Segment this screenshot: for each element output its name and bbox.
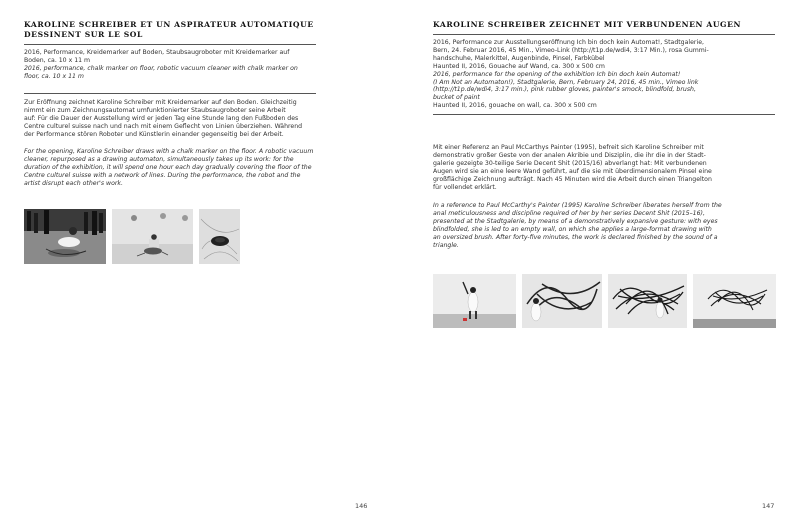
right-body-de-line: großflächige Zeichnung aufträgt. Nach 45 Minuten wird die Arbeit durch einen Triangelton xyxy=(433,175,712,183)
left-body-de xyxy=(24,99,324,139)
left-body-en xyxy=(24,148,324,188)
left-body-de-line: der Performance stören Roboter und Künstlerin einander gegenseitig bei der Arbeit. xyxy=(24,130,284,138)
right-meta-de-line: Haunted II, 2016, Gouache auf Wand, ca. 300 x 500 cm xyxy=(433,62,605,70)
left-meta xyxy=(24,49,324,81)
performance-photo-gallery xyxy=(112,209,193,264)
right-meta-en-line: 2016, performance for the opening of the exhibition Ich bin doch kein Automat! xyxy=(433,70,681,78)
page-number-147: 147 xyxy=(762,502,775,510)
right-meta-de-line: Bern, 24. Februar 2016, 45 Min., Vimeo-Link (http://t1p.de/wdi4, 3:17 Min.), rosa Gummi- xyxy=(433,46,709,54)
right-body-de-line: für vollendet erklärt. xyxy=(433,183,497,191)
right-meta-en-line: (http://t1p.de/wdi4, 3:17 min.), pink rubber gloves, painter's smock, blindfold, brush, xyxy=(433,86,696,94)
performance-photo-crowd xyxy=(24,209,106,264)
right-meta-de-line: handschuhe, Malerkittel, Augenbinde, Pinsel, Farbkübel xyxy=(433,54,605,62)
right-body-en-line: In a reference to Paul McCarthy's Painter (1995) Karoline Schreiber liberates herself from the xyxy=(433,202,722,209)
right-body-en-line: an oversized brush. After forty-five minutes, the work is declared finished by the sound of a xyxy=(433,233,718,241)
right-body-en xyxy=(433,202,778,249)
right-body-en-line: triangle. xyxy=(433,241,459,249)
page-number-146: 146 xyxy=(355,502,368,510)
left-title-rule xyxy=(24,44,316,45)
left-body-en-line: duration of the exhibition, it will spend one hour each day gradually covering the floor of the xyxy=(24,163,312,171)
left-meta-de-2: Boden, ca. 10 x 11 m xyxy=(24,56,91,64)
right-body-en-line: presented at the Stadtgalerie, by means of a demonstratively expansive gesture: with eyes xyxy=(433,217,718,225)
right-meta-en-line: (I Am Not an Automaton!), Stadtgalerie, Bern, February 24, 2016, 45 min., Vimeo link xyxy=(433,78,699,86)
right-body-en-line: blindfolded, she is led to an empty wall, on which she applies a large-format drawing with xyxy=(433,225,712,233)
right-body-de xyxy=(433,144,778,191)
right-page-title: KAROLINE SCHREIBER ZEICHNET MIT VERBUNDENEN AUGEN xyxy=(433,20,742,29)
left-meta-en-1: 2016, performance, chalk marker on floor, robotic vacuum cleaner with chalk marker on xyxy=(24,64,298,72)
robot-vacuum-photo xyxy=(199,209,240,264)
right-page xyxy=(400,0,800,528)
left-body-de-line: Zur Eröffnung zeichnet Karoline Schreiber mit Kreidemarker auf den Boden. Gleichzeitig xyxy=(24,99,297,106)
left-body-de-line: auf: Für die Dauer der Ausstellung wird er jeden Tag eine Stunde lang den Fußboden des xyxy=(24,114,299,122)
left-title-line-2: DESSINENT SUR LE SOL xyxy=(24,30,143,39)
blindfold-photo-early xyxy=(522,274,602,328)
right-body-de-line: demonstrativ großer Geste von der analen Akribie und Disziplin, die ihr die in der Stadt- xyxy=(433,151,706,159)
blindfold-photo-finished xyxy=(693,274,776,328)
left-title-line-1: KAROLINE SCHREIBER ET UN ASPIRATEUR AUTOMATIQUE xyxy=(24,20,314,29)
left-page-title xyxy=(24,20,324,40)
right-meta-en-line: Haunted II, 2016, gouache on wall, ca. 300 x 500 cm xyxy=(433,102,597,110)
blindfold-photo-middle xyxy=(608,274,687,328)
right-body-de-line: Augen wird sie an eine leere Wand geführt, auf die sie mit überdimensionalem Pinsel eine xyxy=(433,167,712,175)
right-body-de-line: galerie gezeigte 30-teilige Serie Decent Shit (2015/16) abverlangt hat: Mit verbundenen xyxy=(433,159,707,167)
blindfold-photo-start xyxy=(433,274,516,328)
right-body-en-line: anal meticulousness and discipline required of her by her series Decent Shit (2015–16), xyxy=(433,209,705,217)
left-meta-de-1: 2016, Performance, Kreidemarker auf Boden, Staubsaugroboter mit Kreidemarker auf xyxy=(24,49,290,56)
left-body-en-line: cleaner, repurposed as a drawing automaton, simultaneously takes up its work: for the xyxy=(24,155,294,163)
left-body-en-line: artist disrupt each other's work. xyxy=(24,179,123,187)
left-meta-en-2: floor, ca. 10 x 11 m xyxy=(24,72,84,80)
left-meta-rule xyxy=(24,93,316,94)
right-title-rule xyxy=(433,34,775,35)
right-meta-en-line: bucket of paint xyxy=(433,94,480,102)
left-body-en-line: For the opening, Karoline Schreiber draws with a chalk marker on the floor. A robotic vacuum xyxy=(24,148,314,155)
left-body-de-line: Centre culturel suisse nach und nach mit einem Geflecht von Linien überziehen. Während xyxy=(24,122,303,130)
right-meta-de-line: 2016, Performance zur Ausstellungseröffnung Ich bin doch kein Automat!, Stadtgalerie, xyxy=(433,39,704,46)
right-body-de-line: Mit einer Referenz an Paul McCarthys Painter (1995), befreit sich Karoline Schreiber mit xyxy=(433,144,704,151)
left-body-de-line: nimmt ein zum Zeichnungsautomat umfunktionierter Staubsaugroboter seine Arbeit xyxy=(24,106,286,114)
right-meta xyxy=(433,39,778,110)
right-meta-rule xyxy=(433,114,775,115)
left-body-en-line: Centre culturel suisse with a network of lines. During the performance, the robot and the xyxy=(24,171,301,179)
